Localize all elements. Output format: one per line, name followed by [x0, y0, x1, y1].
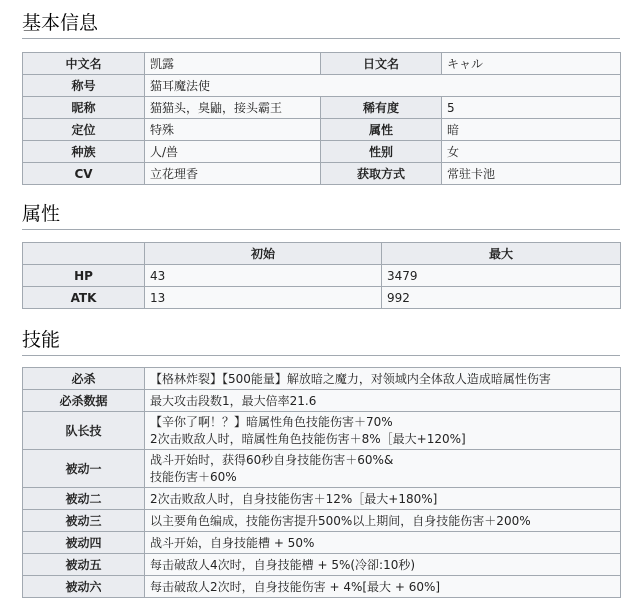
table-row [23, 53, 621, 75]
label-element: 属性 [321, 119, 442, 141]
value-gender: 女 [442, 141, 621, 163]
value-passive-1 [145, 450, 621, 488]
passive-1-line-2: 技能伤害＋60% [150, 469, 237, 484]
skills-table [22, 367, 621, 598]
value-passive-3: 以主要角色编成，技能伤害提升500%以上期间，自身技能伤害＋200% [145, 510, 621, 532]
leader-skill-line-2: 2次击败敌人时，暗属性角色技能伤害＋8%［最大+120%] [150, 431, 466, 446]
label-passive-2: 被动二 [23, 488, 145, 510]
basic-info-heading: 基本信息 [22, 12, 99, 34]
heading-divider [22, 355, 620, 356]
value-passive-6: 每击破敌人2次时，自身技能伤害 + 4%[最大 + 60%] [145, 576, 621, 598]
value-ultimate: 【格林炸裂】【500能量】解放暗之魔力，对领域内全体敌人造成暗属性伤害 [145, 368, 621, 390]
attr-corner-cell [23, 243, 145, 265]
table-row [23, 576, 621, 598]
label-atk: ATK [23, 287, 145, 309]
label-race: 种族 [23, 141, 145, 163]
column-header-initial: 初始 [145, 243, 382, 265]
value-leader-skill [145, 412, 621, 450]
table-row [23, 450, 621, 488]
heading-divider [22, 38, 620, 39]
table-row [23, 265, 621, 287]
label-passive-1: 被动一 [23, 450, 145, 488]
atk-initial: 13 [145, 287, 382, 309]
label-nickname: 昵称 [23, 97, 145, 119]
value-race: 人/兽 [145, 141, 321, 163]
hp-max: 3479 [382, 265, 621, 287]
table-row [23, 532, 621, 554]
label-passive-6: 被动六 [23, 576, 145, 598]
label-cv: CV [23, 163, 145, 185]
skills-heading: 技能 [22, 329, 61, 351]
value-passive-5: 每击破敌人4次时，自身技能槽 + 5%(冷卻:10秒) [145, 554, 621, 576]
value-chinese-name: 凯露 [145, 53, 321, 75]
value-title: 猫耳魔法使 [145, 75, 621, 97]
atk-max: 992 [382, 287, 621, 309]
label-gender: 性别 [321, 141, 442, 163]
column-header-max: 最大 [382, 243, 621, 265]
table-row [23, 75, 621, 97]
value-nickname: 猫猫头，臭鼬，接头霸王 [145, 97, 321, 119]
passive-1-line-1: 战斗开始时，获得60秒自身技能伤害＋60%& [150, 452, 394, 467]
table-row [23, 412, 621, 450]
label-hp: HP [23, 265, 145, 287]
label-passive-3: 被动三 [23, 510, 145, 532]
attributes-heading: 属性 [22, 203, 61, 225]
label-title: 称号 [23, 75, 145, 97]
label-role: 定位 [23, 119, 145, 141]
table-row [23, 141, 621, 163]
value-ultimate-data: 最大攻击段数1，最大倍率21.6 [145, 390, 621, 412]
label-rarity: 稀有度 [321, 97, 442, 119]
label-chinese-name: 中文名 [23, 53, 145, 75]
value-japanese-name: キャル [442, 53, 621, 75]
table-row [23, 119, 621, 141]
value-obtain-method: 常驻卡池 [442, 163, 621, 185]
label-ultimate: 必杀 [23, 368, 145, 390]
value-passive-4: 战斗开始，自身技能槽 + 50% [145, 532, 621, 554]
attributes-table [22, 242, 621, 309]
hp-initial: 43 [145, 265, 382, 287]
value-rarity: 5 [442, 97, 621, 119]
value-role: 特殊 [145, 119, 321, 141]
label-obtain-method: 获取方式 [321, 163, 442, 185]
value-passive-2: 2次击败敌人时，自身技能伤害＋12%［最大+180%] [145, 488, 621, 510]
table-row [23, 163, 621, 185]
table-header-row [23, 243, 621, 265]
table-row [23, 368, 621, 390]
label-leader-skill: 队长技 [23, 412, 145, 450]
value-cv: 立花理香 [145, 163, 321, 185]
table-row [23, 390, 621, 412]
label-passive-4: 被动四 [23, 532, 145, 554]
leader-skill-line-1: 【辛你了啊！？】暗属性角色技能伤害＋70% [150, 414, 393, 429]
heading-divider [22, 229, 620, 230]
value-element: 暗 [442, 119, 621, 141]
basic-info-table [22, 52, 621, 185]
table-row [23, 488, 621, 510]
label-passive-5: 被动五 [23, 554, 145, 576]
table-row [23, 287, 621, 309]
label-ultimate-data: 必杀数据 [23, 390, 145, 412]
table-row [23, 510, 621, 532]
label-japanese-name: 日文名 [321, 53, 442, 75]
table-row [23, 554, 621, 576]
table-row [23, 97, 621, 119]
